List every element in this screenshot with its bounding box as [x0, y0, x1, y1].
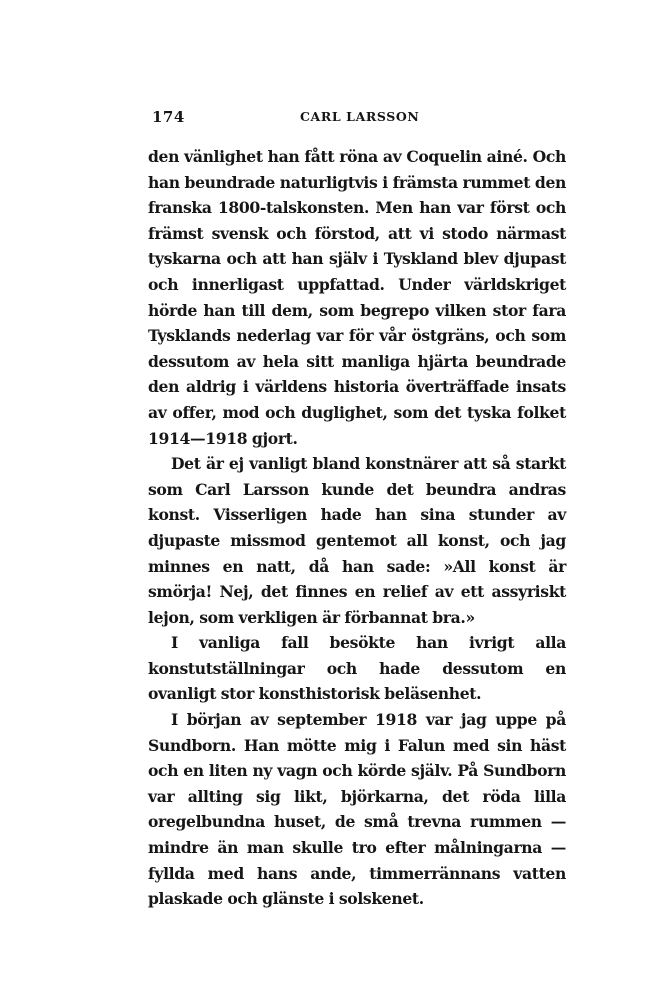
paragraph: Det är ej vanligt bland konstnärer att så starkt som Carl Larsson kunde det beundra andras konst. Visserligen hade han sina stunder av djupaste missmod gentemot all konst, och jag minnes en natt, då han sade: »All konst är smörja! Nej, det finnes en relief av ett assyriskt lejon, som verkligen är förbannat bra.» — [148, 454, 566, 627]
page-number: 174 — [152, 108, 185, 126]
page-header — [148, 108, 566, 132]
body-text — [148, 144, 566, 912]
paragraph: I början av september 1918 var jag uppe på Sundborn. Han mötte mig i Falun med sin häst och en liten ny vagn och körde själv. På Sundborn var allting sig likt, björkarna, det röda lilla oregelbundna huset, de små trevna rummen — mindre än man skulle tro efter målningarna — fyllda med hans ande, timmerrännans vatten plaskade och glänste i solskenet. — [148, 710, 566, 909]
running-head: CARL LARSSON — [300, 109, 420, 124]
book-page — [148, 108, 566, 912]
paragraph-continued: den vänlighet han fått röna av Coquelin ainé. Och han beundrade naturligtvis i främsta rummet den franska 1800-talskonsten. Men han var först och främst svensk och förstod, att vi stodo närmast tyskarna och att han själv i Tyskland blev djupast och innerligast uppfattad. Under världskriget hörde han till dem, som begrepo vilken stor fara Tysklands nederlag var för vår östgräns, och som dessutom av hela sitt manliga hjärta beundrade den aldrig i världens historia överträffade insats av offer, mod och duglighet, som det tyska folket 1914—1918 gjort. — [148, 147, 566, 448]
paragraph: I vanliga fall besökte han ivrigt alla konstutställningar och hade dessutom en ovanligt stor konsthistorisk beläsenhet. — [148, 633, 566, 704]
